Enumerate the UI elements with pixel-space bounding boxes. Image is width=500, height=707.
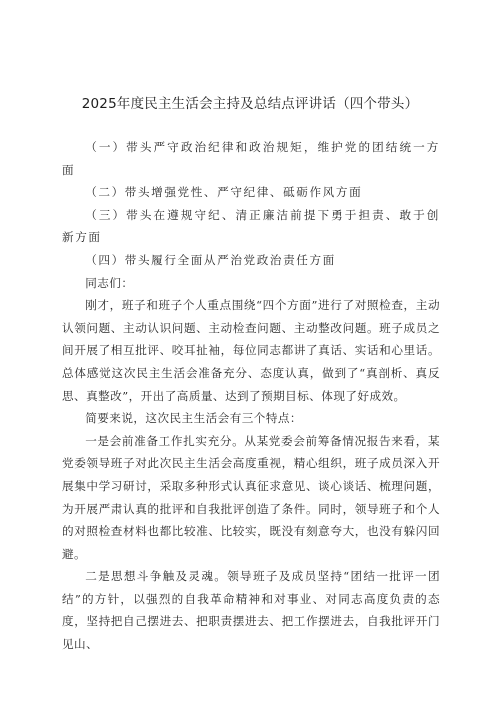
paragraph-2: 简要来说，这次民主生活会有三个特点： bbox=[85, 411, 302, 426]
subtitle-1: （一）带头严守政治纪律和政治规矩，维护党的团结统一方面 bbox=[62, 140, 440, 177]
paragraph-3: 一是会前准备工作扎实充分。从某党委会前筹备情况报告来看，某党委领导班子对此次民主生活会高度重视，精心组织，班子成员深入开展集中学习研讨，采取多种形式认真征求意见、谈心谈话、梳理问题，为开展严肃认真的批评和自我批评创造了条件。同时，领导班子和个人的对照检查材料也都比较准、比较实，既没有刻意夸大，也没有躲闪回避。 bbox=[62, 433, 440, 561]
subtitle-2: （二）带头增强党性、严守纪律、砥砺作风方面 bbox=[85, 185, 363, 200]
paragraph-4: 二是思想斗争触及灵魂。领导班子及成员坚持“团结一批评一团结”的方针，以强烈的自我革命精神和对事业、对同志高度负责的态度，坚持把自己摆进去、把职责摆进去、把工作摆进去，自我批评开门见山、 bbox=[62, 569, 440, 652]
paragraph-1: 刚才，班子和班子个人重点围绕“四个方面”进行了对照检查，主动认领问题、主动认识问题、主动检查问题、主动整改问题。班子成员之间开展了相互批评、咬耳扯袖，每位同志都讲了真话、实话和心里话。总体感觉这次民主生活会准备充分、态度认真，做到了“真剖析、真反思、真整改”，开出了高质量、达到了预期目标、体现了好成效。 bbox=[62, 298, 440, 403]
salutation: 同志们： bbox=[85, 275, 134, 290]
subtitle-4: （四）带头履行全面从严治党政治责任方面 bbox=[85, 252, 336, 267]
document-body bbox=[62, 136, 440, 656]
document-title: 2025年度民主生活会主持及总结点评讲话（四个带头） bbox=[81, 96, 419, 112]
subtitle-3: （三）带头在遵规守纪、清正廉洁前提下勇于担责、敢于创新方面 bbox=[62, 207, 440, 245]
